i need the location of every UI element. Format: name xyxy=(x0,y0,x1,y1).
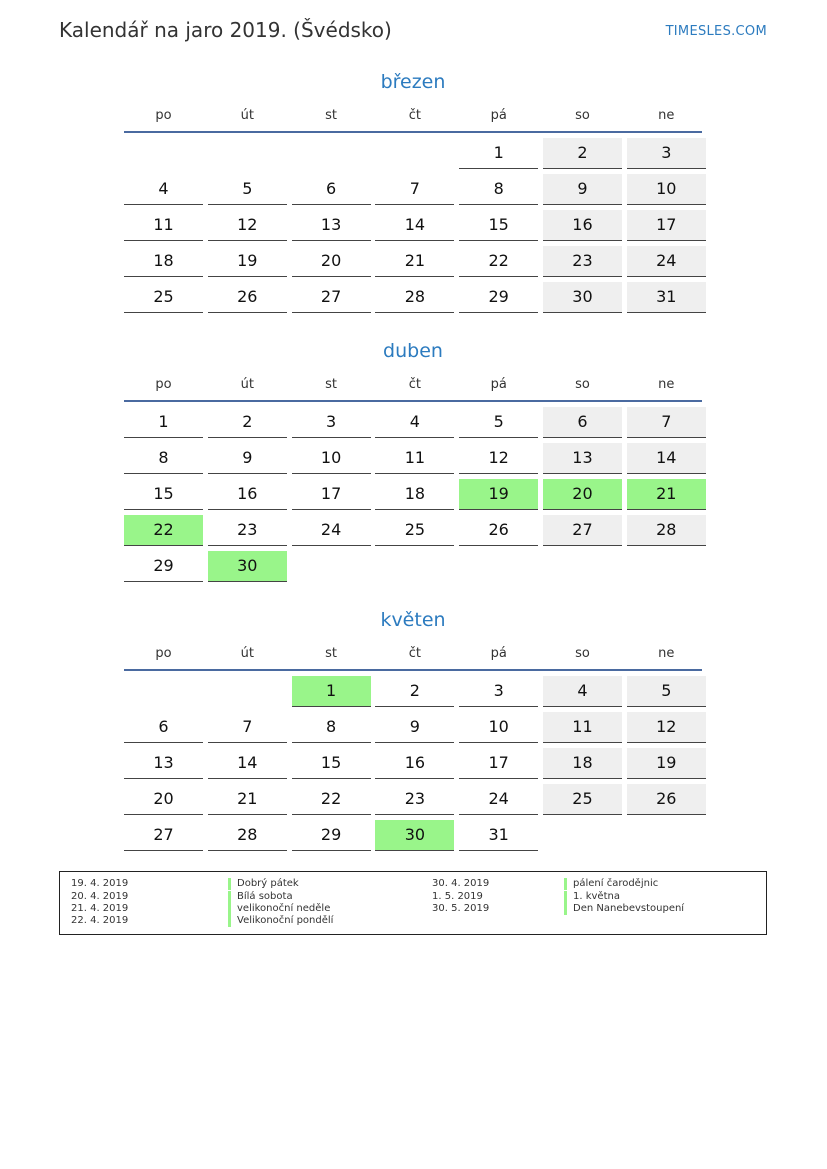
empty-cell xyxy=(208,675,287,711)
day-cell: 21 xyxy=(375,246,454,277)
legend-name: pálení čarodějnic xyxy=(564,878,658,890)
day-cell: 25 xyxy=(375,515,454,546)
day-cell: 11 xyxy=(124,210,203,241)
day-cell: 14 xyxy=(627,443,706,474)
day-cell: 3 xyxy=(459,676,538,707)
day-cell: 21 xyxy=(208,784,287,815)
day-cell: 26 xyxy=(208,282,287,313)
day-cell: 7 xyxy=(208,712,287,743)
legend-item xyxy=(60,891,766,903)
weekday-label: čt xyxy=(408,107,422,123)
legend-name: Den Nanebevstoupení xyxy=(564,903,684,915)
day-cell: 20 xyxy=(543,479,622,510)
day-cell: 18 xyxy=(375,479,454,510)
empty-cell xyxy=(208,137,287,173)
day-cell: 5 xyxy=(459,407,538,438)
legend-name: 1. května xyxy=(564,891,620,903)
day-grid xyxy=(124,675,702,855)
day-cell: 19 xyxy=(627,748,706,779)
day-cell: 17 xyxy=(292,479,371,510)
day-cell: 9 xyxy=(208,443,287,474)
weekday-header xyxy=(124,95,702,133)
day-cell: 26 xyxy=(627,784,706,815)
day-cell: 31 xyxy=(627,282,706,313)
weekday-label: út xyxy=(240,645,254,661)
day-cell: 4 xyxy=(124,174,203,205)
month-name: duben xyxy=(383,340,443,362)
day-cell: 15 xyxy=(459,210,538,241)
weekday-label: pá xyxy=(490,376,507,392)
day-cell: 26 xyxy=(459,515,538,546)
day-cell: 7 xyxy=(627,407,706,438)
day-cell: 27 xyxy=(292,282,371,313)
day-cell: 11 xyxy=(375,443,454,474)
weekday-header xyxy=(124,364,702,402)
day-cell: 22 xyxy=(124,515,203,546)
day-cell: 7 xyxy=(375,174,454,205)
day-cell: 22 xyxy=(459,246,538,277)
weekday-label: so xyxy=(575,376,590,392)
legend-item xyxy=(60,878,766,890)
day-cell: 20 xyxy=(124,784,203,815)
day-cell: 14 xyxy=(375,210,454,241)
weekday-label: pá xyxy=(490,645,507,661)
day-cell: 17 xyxy=(459,748,538,779)
day-cell: 8 xyxy=(292,712,371,743)
day-grid xyxy=(124,137,702,317)
day-cell: 31 xyxy=(459,820,538,851)
day-cell: 27 xyxy=(124,820,203,851)
weekday-label: st xyxy=(325,376,338,392)
weekday-label: út xyxy=(240,107,254,123)
day-cell: 24 xyxy=(292,515,371,546)
empty-cell xyxy=(292,137,371,173)
legend-item xyxy=(60,903,766,915)
day-cell: 6 xyxy=(543,407,622,438)
day-cell: 5 xyxy=(208,174,287,205)
day-cell: 23 xyxy=(208,515,287,546)
day-cell: 13 xyxy=(124,748,203,779)
page-title: Kalendář na jaro 2019. (Švédsko) xyxy=(59,18,392,42)
day-cell: 28 xyxy=(627,515,706,546)
day-cell: 30 xyxy=(375,820,454,851)
legend-date: 30. 4. 2019 xyxy=(432,878,490,889)
day-cell: 4 xyxy=(375,407,454,438)
day-cell: 24 xyxy=(627,246,706,277)
day-cell: 15 xyxy=(124,479,203,510)
weekday-label: st xyxy=(325,645,338,661)
day-cell: 15 xyxy=(292,748,371,779)
day-cell: 12 xyxy=(459,443,538,474)
legend-name: velikonoční neděle xyxy=(228,903,330,915)
day-cell: 2 xyxy=(375,676,454,707)
legend-name: Bílá sobota xyxy=(228,891,293,903)
day-cell: 21 xyxy=(627,479,706,510)
day-grid xyxy=(124,406,702,586)
legend-date: 19. 4. 2019 xyxy=(71,878,129,889)
day-cell: 1 xyxy=(292,676,371,707)
weekday-label: čt xyxy=(408,376,422,392)
day-cell: 3 xyxy=(627,138,706,169)
month-name: březen xyxy=(380,71,446,93)
day-cell: 17 xyxy=(627,210,706,241)
day-cell: 5 xyxy=(627,676,706,707)
day-cell: 30 xyxy=(543,282,622,313)
day-cell: 16 xyxy=(208,479,287,510)
month-may xyxy=(124,607,702,855)
day-cell: 18 xyxy=(124,246,203,277)
day-cell: 4 xyxy=(543,676,622,707)
month-name: květen xyxy=(380,609,446,631)
day-cell: 10 xyxy=(459,712,538,743)
day-cell: 22 xyxy=(292,784,371,815)
weekday-label: po xyxy=(155,376,172,392)
legend-date: 1. 5. 2019 xyxy=(432,891,483,902)
day-cell: 6 xyxy=(124,712,203,743)
legend-date: 22. 4. 2019 xyxy=(71,915,129,926)
legend-name: Velikonoční pondělí xyxy=(228,915,333,927)
legend-date: 30. 5. 2019 xyxy=(432,903,490,914)
weekday-label: po xyxy=(155,107,172,123)
holiday-legend xyxy=(59,871,767,935)
day-cell: 1 xyxy=(124,407,203,438)
day-cell: 9 xyxy=(543,174,622,205)
day-cell: 25 xyxy=(124,282,203,313)
day-cell: 29 xyxy=(459,282,538,313)
weekday-label: so xyxy=(575,107,590,123)
weekday-label: ne xyxy=(658,376,675,392)
day-cell: 29 xyxy=(292,820,371,851)
day-cell: 30 xyxy=(208,551,287,582)
day-cell: 3 xyxy=(292,407,371,438)
day-cell: 16 xyxy=(375,748,454,779)
day-cell: 8 xyxy=(124,443,203,474)
site-link[interactable]: TIMESLES.COM xyxy=(665,24,767,39)
day-cell: 20 xyxy=(292,246,371,277)
weekday-label: pá xyxy=(490,107,507,123)
weekday-label: ne xyxy=(658,645,675,661)
day-cell: 13 xyxy=(543,443,622,474)
empty-cell xyxy=(375,137,454,173)
day-cell: 19 xyxy=(208,246,287,277)
day-cell: 2 xyxy=(208,407,287,438)
day-cell: 16 xyxy=(543,210,622,241)
weekday-label: st xyxy=(325,107,338,123)
empty-cell xyxy=(124,675,203,711)
day-cell: 8 xyxy=(459,174,538,205)
weekday-label: út xyxy=(240,376,254,392)
day-cell: 23 xyxy=(375,784,454,815)
day-cell: 9 xyxy=(375,712,454,743)
day-cell: 14 xyxy=(208,748,287,779)
day-cell: 28 xyxy=(375,282,454,313)
weekday-label: po xyxy=(155,645,172,661)
day-cell: 25 xyxy=(543,784,622,815)
day-cell: 1 xyxy=(459,138,538,169)
legend-date: 21. 4. 2019 xyxy=(71,903,129,914)
day-cell: 23 xyxy=(543,246,622,277)
day-cell: 2 xyxy=(543,138,622,169)
day-cell: 12 xyxy=(627,712,706,743)
day-cell: 10 xyxy=(292,443,371,474)
day-cell: 27 xyxy=(543,515,622,546)
day-cell: 13 xyxy=(292,210,371,241)
month-april xyxy=(124,338,702,586)
weekday-label: ne xyxy=(658,107,675,123)
day-cell: 10 xyxy=(627,174,706,205)
day-cell: 29 xyxy=(124,551,203,582)
day-cell: 19 xyxy=(459,479,538,510)
legend-item xyxy=(60,915,766,927)
legend-name: Dobrý pátek xyxy=(228,878,299,890)
day-cell: 18 xyxy=(543,748,622,779)
day-cell: 24 xyxy=(459,784,538,815)
day-cell: 28 xyxy=(208,820,287,851)
day-cell: 6 xyxy=(292,174,371,205)
day-cell: 12 xyxy=(208,210,287,241)
legend-date: 20. 4. 2019 xyxy=(71,891,129,902)
weekday-label: čt xyxy=(408,645,422,661)
empty-cell xyxy=(124,137,203,173)
day-cell: 11 xyxy=(543,712,622,743)
weekday-label: so xyxy=(575,645,590,661)
weekday-header xyxy=(124,633,702,671)
month-march xyxy=(124,69,702,317)
